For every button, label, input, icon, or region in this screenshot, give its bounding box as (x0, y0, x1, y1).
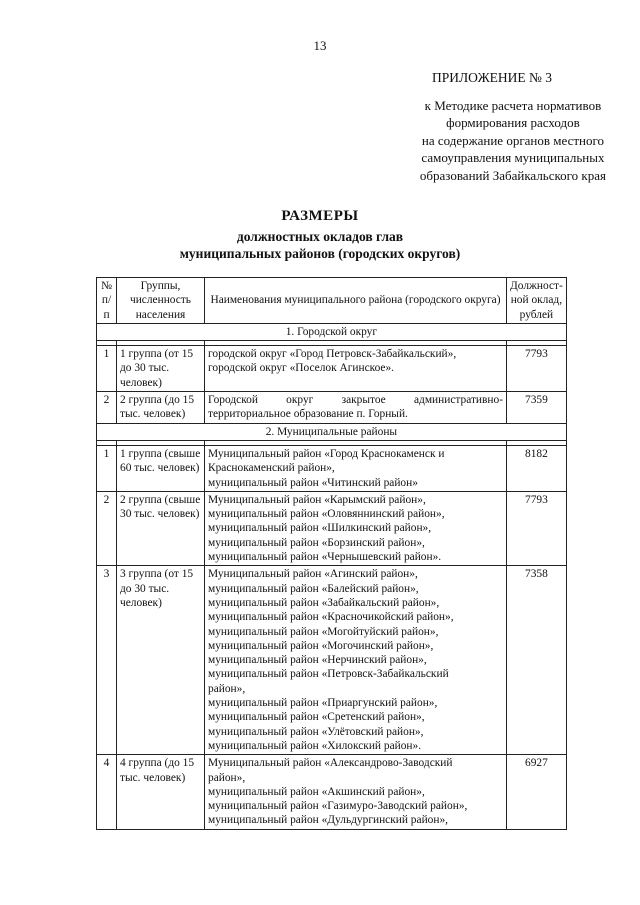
district-line: муниципальный район «Могочинский район», (208, 639, 434, 652)
district-line: Краснокаменский район», (208, 462, 335, 475)
row-districts (205, 346, 507, 392)
district-line: район», (208, 682, 246, 695)
section-row (97, 423, 567, 440)
district-line: муниципальный район «Читинский район» (208, 476, 418, 489)
row-group: 3 группа (от 15 до 30 тыс. человек) (117, 566, 205, 755)
row-num: 3 (97, 566, 117, 755)
row-num: 1 (97, 346, 117, 392)
appendix-title: ПРИЛОЖЕНИЕ № 3 (432, 70, 553, 85)
header-name: Наименования муниципального района (городского округа) (205, 278, 507, 324)
section-title: 2. Муниципальные районы (97, 423, 567, 440)
header-group: Группы, численность населения (117, 278, 205, 324)
table-row (97, 445, 567, 491)
district-line: городской округ «Поселок Агинское». (208, 362, 395, 375)
appendix-line: образований Забайкальского края (419, 167, 606, 183)
district-line: муниципальный район «Газимуро-Заводский район», (208, 800, 468, 813)
row-group: 4 группа (до 15 тыс. человек) (117, 755, 205, 829)
district-line: муниципальный район «Могойтуйский район», (208, 625, 439, 638)
section-row (97, 323, 567, 340)
district-line: Муниципальный район «Город Краснокаменск и (208, 447, 445, 460)
row-salary: 8182 (507, 445, 567, 491)
document-subheading: должностных окладов глав (236, 229, 404, 244)
district-line: район», (208, 771, 246, 784)
row-num: 2 (97, 491, 117, 565)
appendix-line: на содержание органов местного (421, 132, 605, 148)
row-num: 1 (97, 445, 117, 491)
district-line: муниципальный район «Оловяннинский район», (208, 508, 445, 521)
row-districts (205, 755, 507, 829)
row-salary: 7358 (507, 566, 567, 755)
row-group: 1 группа (свыше 60 тыс. человек) (117, 445, 205, 491)
row-districts (205, 566, 507, 755)
district-line: муниципальный район «Чернышевский район». (208, 551, 442, 564)
district-line: муниципальный район «Улётовский район», (208, 725, 424, 738)
table-row (97, 392, 567, 424)
row-districts (205, 491, 507, 565)
appendix-line: формирования расходов (446, 115, 580, 131)
district-line: муниципальный район «Приаргунский район», (208, 697, 438, 710)
salary-table (96, 277, 567, 830)
district-line: Муниципальный район «Карымский район», (208, 493, 426, 506)
section-title: 1. Городской округ (97, 323, 567, 340)
document-subheading: муниципальных районов (городских округов) (179, 246, 461, 261)
district-line: муниципальный район «Акшинский район», (208, 785, 425, 798)
district-line: муниципальный район «Борзинский район», (208, 536, 425, 549)
row-districts (205, 445, 507, 491)
row-salary: 7793 (507, 346, 567, 392)
row-num: 2 (97, 392, 117, 424)
district-line: муниципальный район «Сретенский район», (208, 711, 425, 724)
appendix-line: к Методике расчета нормативов (424, 98, 602, 113)
district-line: муниципальный район «Балейский район», (208, 582, 419, 595)
district-line: муниципальный район «Петровск-Забайкальский (208, 668, 449, 681)
row-salary: 6927 (507, 755, 567, 829)
district-line: муниципальный район «Хилокский район». (208, 739, 422, 752)
document-heading: РАЗМЕРЫ (281, 208, 359, 224)
row-group: 2 группа (свыше 30 тыс. человек) (117, 491, 205, 565)
row-districts: Городской округ закрытое административно-территориальное образование п. Горный. (205, 392, 507, 424)
district-line: муниципальный район «Дульдургинский район», (208, 814, 448, 827)
appendix-subtitle (420, 97, 606, 184)
district-line: Муниципальный район «Агинский район», (208, 568, 418, 581)
table-header-row (97, 278, 567, 324)
table-row (97, 491, 567, 565)
table-row (97, 566, 567, 755)
row-group: 1 группа (от 15 до 30 тыс. человек) (117, 346, 205, 392)
page-number: 13 (313, 38, 327, 53)
district-line: муниципальный район «Шилкинский район», (208, 522, 432, 535)
district-line: Муниципальный район «Александрово-Заводский (208, 757, 453, 770)
table-row (97, 346, 567, 392)
row-num: 4 (97, 755, 117, 829)
district-line: городской округ «Город Петровск-Забайкальский», (208, 348, 457, 361)
appendix-line: самоуправления муниципальных (421, 150, 605, 166)
district-line: муниципальный район «Нерчинский район», (208, 654, 427, 667)
table-row (97, 755, 567, 829)
row-group: 2 группа (до 15 тыс. человек) (117, 392, 205, 424)
header-salary: Должност-ной оклад, рублей (507, 278, 567, 324)
header-num: № п/п (97, 278, 117, 324)
district-line: муниципальный район «Забайкальский район», (208, 596, 440, 609)
row-salary: 7793 (507, 491, 567, 565)
row-salary: 7359 (507, 392, 567, 424)
district-line: муниципальный район «Красночикойский район», (208, 611, 454, 624)
